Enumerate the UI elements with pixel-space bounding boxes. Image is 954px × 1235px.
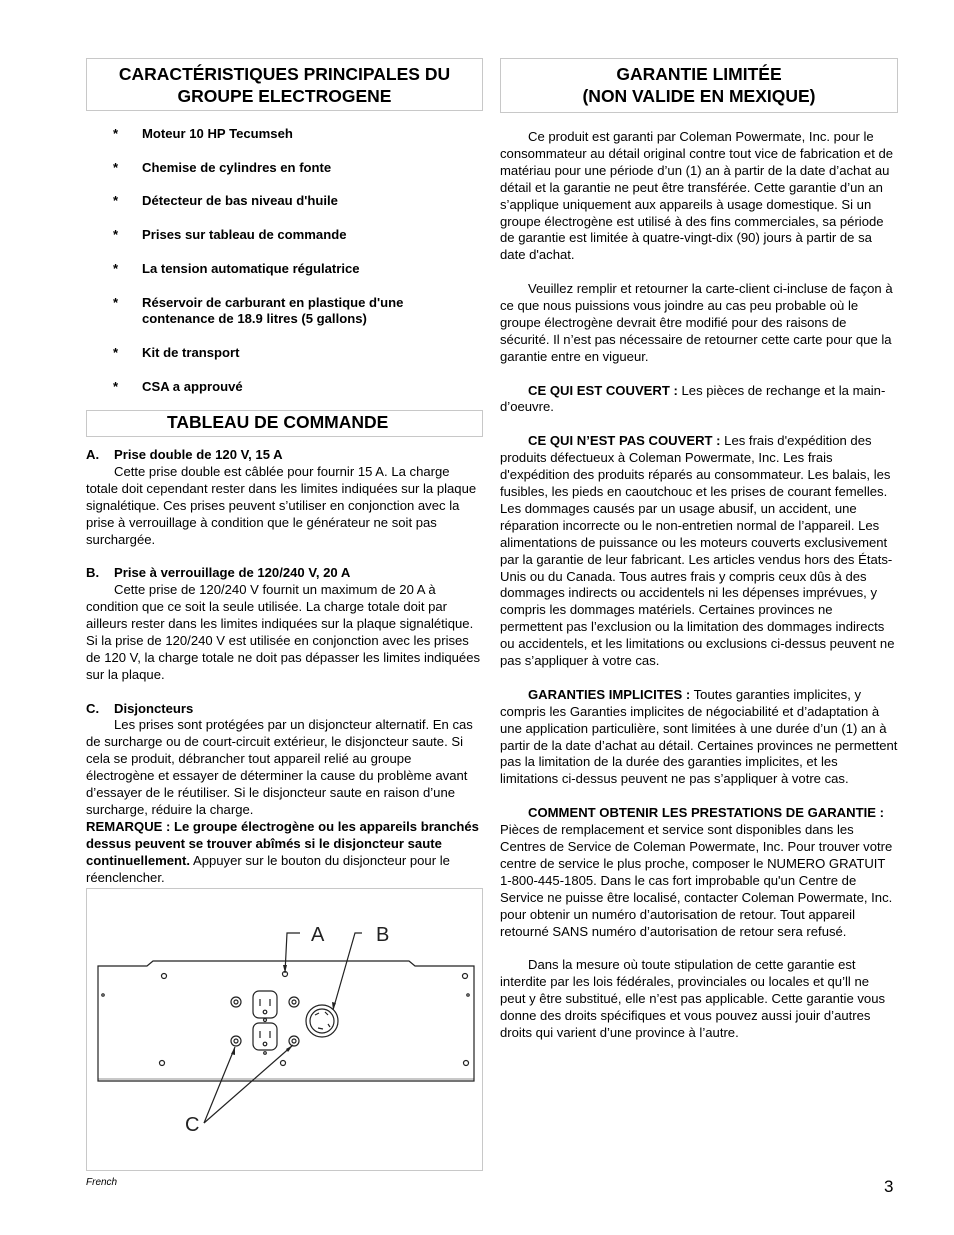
feature-text: Prises sur tableau de commande bbox=[142, 227, 347, 243]
bullet-star: * bbox=[113, 126, 119, 141]
features-list bbox=[86, 126, 483, 413]
not-covered-label: CE QUI N’EST PAS COUVERT : bbox=[528, 433, 721, 449]
note-bold: REMARQUE : Le groupe électrogène ou les appareils branchés dessus peuvent se trouver abîmés si le disjoncteur saute continuellement. bbox=[86, 818, 479, 868]
page-number: 3 bbox=[884, 1177, 894, 1196]
feature-text: La tension automatique régulatrice bbox=[142, 260, 360, 276]
warranty-title-line1: GARANTIE LIMITÉE bbox=[616, 64, 782, 84]
features-title-box bbox=[86, 58, 483, 111]
bullet-star: * bbox=[113, 378, 119, 394]
panel-sections bbox=[86, 447, 483, 887]
feature-text: Détecteur de bas niveau d'huile bbox=[142, 193, 338, 209]
control-panel-figure bbox=[86, 888, 483, 1171]
bullet-star: * bbox=[113, 193, 119, 209]
feature-text: Kit de transport bbox=[142, 345, 240, 361]
warranty-text bbox=[500, 129, 898, 1059]
warranty-paragraph: Ce produit est garanti par Coleman Powermate, Inc. pour le consommateur au détail original contre tout vice de fabrication et de matériau pour une période d’un (1) an à partir de la date d’achat au détail et la garantie ne peut être transférée. Cette garantie d’un an s’applique uniquement aux appareils à usage domestique. Si un groupe électrogène est utilisé à des fins commerciales, sa période de garantie est limitée à quatre-vingt-dix (90) jours à partir de sa date d'achat. bbox=[500, 129, 894, 263]
covered-label: CE QUI EST COUVERT : bbox=[528, 382, 678, 398]
control-panel-drawing bbox=[87, 889, 482, 1170]
feature-item bbox=[86, 160, 483, 177]
section-heading: Disjoncteurs bbox=[114, 700, 194, 716]
panel-title-box bbox=[86, 410, 483, 437]
bullet-star: * bbox=[113, 294, 119, 310]
feature-item bbox=[86, 379, 483, 396]
feature-item bbox=[86, 227, 483, 244]
label-b: B bbox=[376, 924, 390, 946]
feature-item bbox=[86, 345, 483, 362]
service-label: COMMENT OBTENIR LES PRESTATIONS DE GARANTIE : bbox=[528, 805, 884, 821]
section-b bbox=[86, 565, 483, 683]
features-title-line1: CARACTÉRISTIQUES PRINCIPALES DU bbox=[118, 64, 451, 84]
features-title-line2: GROUPE ELECTROGENE bbox=[177, 86, 392, 106]
service-paragraph: COMMENT OBTENIR LES PRESTATIONS DE GARANTIE : Pièces de remplacement et service sont disponibles dans les Centres de Service de Coleman Powermate, Inc. Pour trouver votre centre de service le plus proche, composer le NUMERO GRATUIT 1-800-445-1805. Dans le cas fort improbable qu'un Centre de Service ne puisse être localisé, contacter Coleman Powermate, Inc. pour obtenir un numéro d’autorisation de retour. Tout appareil retourné SANS numéro d’autorisation de retour sera refusé. bbox=[500, 805, 893, 939]
bullet-star: * bbox=[113, 227, 119, 243]
section-c bbox=[86, 701, 483, 887]
footer-language: French bbox=[86, 1177, 118, 1188]
warranty-paragraph: Dans la mesure où toute stipulation de cette garantie est interdite par les lois fédérales, provinciales ou locales et qu’ll ne peut y être substitué, elle n’est pas applicable. Cette garantie vous donne des droits spécifiques et vous pouvez aussi jouir d’autres droits qui varient d’une province à l’autre. bbox=[500, 957, 886, 1040]
section-letter: A. bbox=[86, 447, 100, 462]
feature-item bbox=[86, 126, 483, 143]
section-heading: Prise double de 120 V, 15 A bbox=[114, 447, 283, 462]
bullet-star: * bbox=[113, 159, 119, 175]
section-body: Cette prise double est câblée pour fournir 15 A. La charge totale doit cependant rester dans les limites indiquées sur la plaque signalétique. Ces prises peuvent s’utiliser en conjonction avec la prise à verrouillage à condition que le générateur ne soit pas surchargée. bbox=[86, 463, 477, 547]
implied-label: GARANTIES IMPLICITES : bbox=[528, 686, 691, 702]
section-letter: B. bbox=[86, 565, 100, 581]
breaker-note bbox=[86, 819, 483, 887]
warranty-paragraph: Veuillez remplir et retourner la carte-client ci-incluse de façon à ce que nous puissions vous joindre au cas peu probable où le groupe électrogène devrait être modifié pour des raisons de sécurité. Il n’est pas nécessaire de retourner cette carte pour que la garantie entre en vigueur. bbox=[500, 281, 893, 364]
feature-text: CSA a approuvé bbox=[142, 378, 243, 394]
panel-title: TABLEAU DE COMMANDE bbox=[167, 412, 389, 432]
bullet-star: * bbox=[113, 260, 119, 276]
feature-text: Moteur 10 HP Tecumseh bbox=[142, 126, 293, 141]
label-a: A bbox=[311, 924, 325, 946]
section-heading: Prise à verrouillage de 120/240 V, 20 A bbox=[114, 565, 351, 581]
feature-text: Chemise de cylindres en fonte bbox=[142, 159, 332, 175]
feature-item bbox=[86, 193, 483, 210]
note-rest: Appuyer sur le bouton du disjoncteur pour le réenclencher. bbox=[86, 852, 450, 885]
feature-item bbox=[86, 261, 483, 278]
feature-item bbox=[86, 295, 483, 329]
label-c: C bbox=[185, 1114, 200, 1136]
section-letter: C. bbox=[86, 700, 100, 716]
covered-paragraph: CE QUI EST COUVERT : Les pièces de rechange et la main-d’oeuvre. bbox=[500, 382, 886, 415]
bullet-star: * bbox=[113, 345, 119, 361]
section-a bbox=[86, 447, 483, 548]
section-body: Les prises sont protégées par un disjoncteur alternatif. En cas de surcharge ou de court-circuit extérieur, le disjoncteur saute. Si cela se produit, débrancher tout appareil relié au groupe électrogène et essayer de déterminer la cause du problème avant d’essayer de le réutiliser. Si le disjoncteur saute en raison d’une surcharge, réduire la charge. bbox=[86, 717, 473, 817]
section-body: Cette prise de 120/240 V fournit un maximum de 20 A à condition que ce soit la seule utilisée. La charge totale doit par ailleurs rester dans les limites indiquées sur la plaque signalétique. Si la prise de 120/240 V est utilisée en conjonction avec les prises de 120 V, la charge totale ne doit pas dépasser les limites indiquées sur la plaque. bbox=[86, 582, 481, 682]
feature-text: Réservoir de carburant en plastique d'une contenance de 18.9 litres (5 gallons) bbox=[142, 294, 404, 327]
warranty-title-line2: (NON VALIDE EN MEXIQUE) bbox=[582, 86, 816, 106]
warranty-title-box bbox=[500, 58, 898, 113]
not-covered-paragraph: CE QUI N’EST PAS COUVERT : Les frais d'expédition des produits défectueux à Coleman Powermate, Inc. Les frais d'expédition des produits réparés au consommateur. Les balais, les fusibles, les pieds en caoutchouc et les prises de courant femelles. Les dommages causés par un usage abusif, un accident, une réparation incorrecte ou le non-entretien normal de l’appareil. Les alimentations de puissance ou les moteurs couverts exclusivement par la garantie de leur fabricant. Les articles vendus hors des États-Unis ou du Canada. Tous autres frais y compris ceux dûs à des dommages indirects ou accidentels ni les dépenses imprévues, y compris les dommages matériels. Certaines provinces ne permettent pas l’exclusion ou la limitation des dommages indirects ou accidentels, et les limitations ou exclusions ci-dessus peuvent ne pas s’appliquer à votre cas. bbox=[500, 433, 895, 669]
implied-warranties-paragraph: GARANTIES IMPLICITES : Toutes garanties implicites, y compris les Garanties implicites de négociabilité et d’adaptation à une application particulière, sont limitées à une durée d’un (1) an à partir de la date d’achat au détail. Certaines provinces ne permettent pas la limitation de la durée des garanties implicites, et les limitations ci-dessus peuvent ne pas s’appliquer à votre cas. bbox=[500, 686, 898, 787]
